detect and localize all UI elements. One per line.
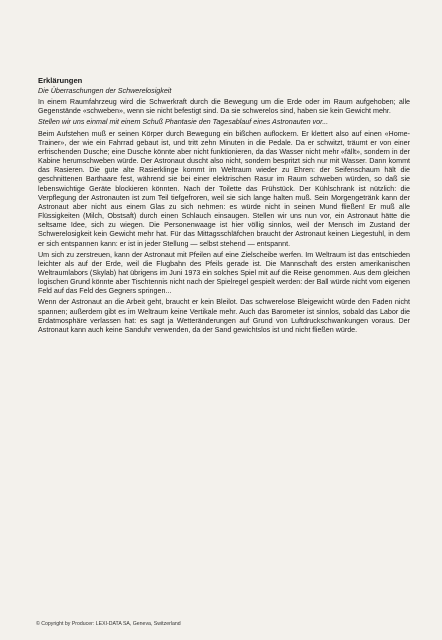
paragraph-work: Wenn der Astronaut an die Arbeit geht, braucht er kein Bleilot. Das schwerelose Bleigewicht würde den Faden nicht spannen; außerdem gibt es im Weltraum keine Vertikale mehr. Auch das Barometer ist sinnlos, sobald das Labor die Erdatmosphäre verlassen hat: es sagt ja Wetteränderungen auf Grund von Luftdruckschwankungen voraus. Der Astronaut kann auch keine Sanduhr verwenden, da der Sand gewichtslos ist und nicht fließen würde. bbox=[38, 298, 410, 334]
paragraph-intro: In einem Raumfahrzeug wird die Schwerkraft durch die Bewegung um die Erde oder im Raum aufgehoben; alle Gegenstände «schweben», wenn sie nicht befestigt sind. Da sie schwerelos sind, haben sie kein Gewicht mehr. bbox=[38, 98, 410, 116]
document-body bbox=[38, 76, 410, 337]
copyright-footer: © Copyright by Producer: LEXI-DATA SA, Geneva, Switzerland bbox=[36, 621, 181, 627]
paragraph-leisure: Um sich zu zerstreuen, kann der Astronaut mit Pfeilen auf eine Zielscheibe werfen. Im Weltraum ist das entschieden leichter als auf der Erde, weil die Flugbahn des Pfeils gerade ist. Die Mannschaft des ersten amerikanischen Weltraumlabors (Skylab) hat übrigens im Juni 1973 ein solches Spiel mit auf die Reise genommen. Aus dem gleichen logischen Grund könnte aber Tischtennis nicht nach der Spielregel gespielt werden: der Ball würde nicht vom eigenen Feld auf das Feld des Gegners springen... bbox=[38, 250, 410, 296]
document-subtitle: Die Überraschungen der Schwerelosigkeit bbox=[38, 87, 172, 95]
paragraph-daily-routine: Beim Aufstehen muß er seinen Körper durch Bewegung ein bißchen auflockern. Er klettert also auf einen «Home-Trainer», der wie ein Fahrrad gebaut ist, und tritt zehn Minuten in die Pedale. Da er schwitzt, träumt er von einer erfrischenden Dusche; eine Dusche könnte aber nicht funktionieren, da das Wasser nicht mehr «fällt», sondern in der Kabine herumschweben würde. Der Astronaut duscht also nicht, sondern bespritzt sich nur mit Wasser. Dann kommt das Rasieren. Die gute alte Rasierklinge kommt im Weltraum wieder zu Ehren: der Seifenschaum hält die geschnittenen Barthaare fest, während sie bei einer elektrischen Rasur im Raum schweben würden, so daß sie lebenswichtige Geräte blockieren könnten. Nach der Toilette das Frühstück. Der Kühlschrank ist nützlich: die Verpflegung der Astronauten ist zum Teil tiefgefroren, weil sie sich lange halten muß. Sein Morgengetränk kann der Astronaut aber nicht aus einem Glas zu sich nehmen: es würde nicht in seinen Mund fließen! Er muß alle Flüssigkeiten (Milch, Obstsaft) durch einen Schlauch einsaugen. Stellen wir uns nun vor, ein Astronaut hätte die seltsame Idee, sich zu wiegen. Die Personenwaage ist hier völlig sinnlos, weil der Mensch im Zustand der Schwerelosigkeit kein Gewicht mehr hat. Für das Mittagsschläfchen braucht der Astronaut keinen Liegestuhl, in dem er sich entspannen kann: er ist in jeder Stellung — selbst stehend — entspannt. bbox=[38, 129, 410, 248]
document-title: Erklärungen bbox=[38, 76, 83, 85]
paragraph-italic-lead: Stellen wir uns einmal mit einem Schuß Phantasie den Tagesablauf eines Astronauten vor... bbox=[38, 118, 329, 127]
